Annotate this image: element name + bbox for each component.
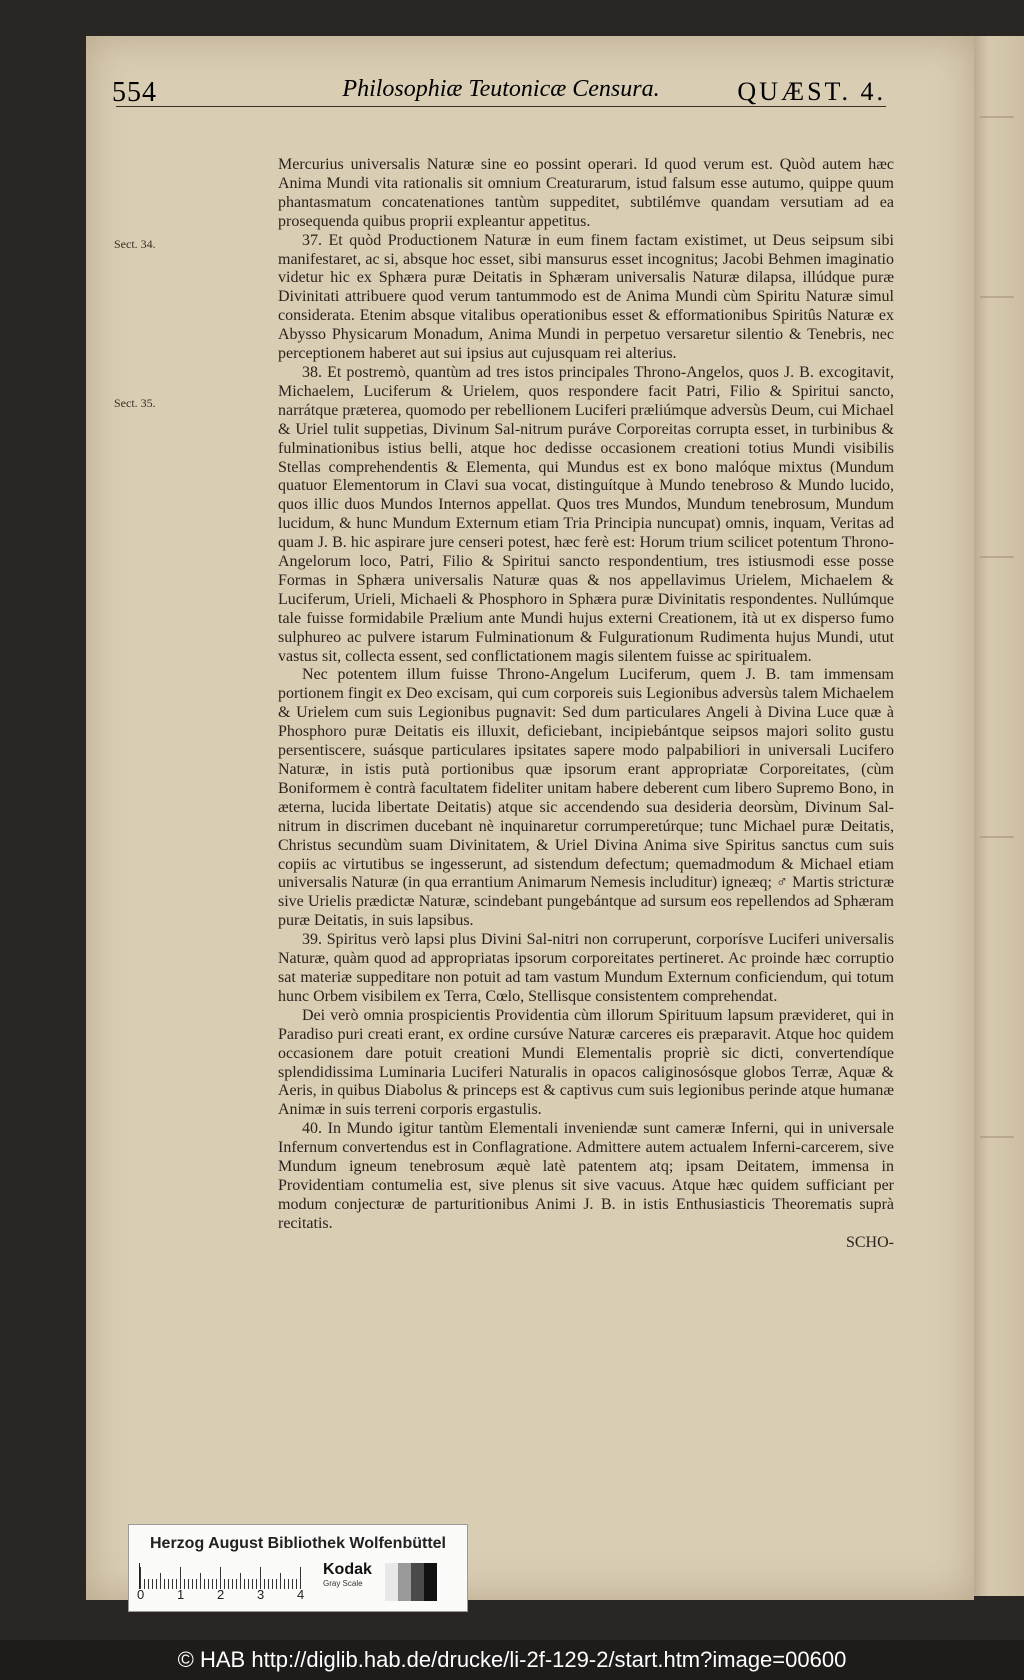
ruler-tick xyxy=(232,1579,233,1589)
facing-page-edge xyxy=(974,36,1024,1596)
ruler-tick xyxy=(152,1579,153,1589)
ruler-tick xyxy=(212,1579,213,1589)
copyright-footer: © HAB http://diglib.hab.de/drucke/li-2f-129-2/start.htm?image=00600 xyxy=(0,1640,1024,1680)
ruler-tick xyxy=(148,1579,149,1589)
ruler-tick xyxy=(196,1579,197,1589)
catchword: SCHO- xyxy=(845,1233,894,1251)
ruler-tick xyxy=(236,1579,237,1589)
ruler-tick xyxy=(160,1573,161,1589)
ruler-tick xyxy=(156,1579,157,1589)
ruler-tick xyxy=(272,1579,273,1589)
ruler-number: 3 xyxy=(257,1587,265,1602)
ruler-tick xyxy=(168,1579,169,1589)
ruler-tick xyxy=(164,1579,165,1589)
ruler-tick xyxy=(260,1567,261,1589)
ruler-scale xyxy=(139,1563,310,1589)
ruler-tick xyxy=(248,1579,249,1589)
paragraph: 40. In Mundo igitur tantùm Elementali inveniendæ sunt cameræ Inferni, qui in universale Infernum convertendus est in Conflagratione. Admittere autem actualem Inferni-carcerem, sive Mundum igneum tenebrosum æquè latè patentem atq; ipsam Deitatem, immensa in Providentiam contumelia est, sive plenus sit sive vacuus. Atque hæc quidem sufficiant per modum conjecturæ de parturitionibus Animi J. B. in istis Enthusiasticis Theorematis suprà recitatis. xyxy=(278,1120,894,1232)
ruler-tick xyxy=(280,1573,281,1589)
ruler-tick xyxy=(204,1579,205,1589)
ruler-tick xyxy=(192,1579,193,1589)
ruler-tick xyxy=(228,1579,229,1589)
ruler-tick xyxy=(300,1567,301,1589)
ruler-tick xyxy=(268,1579,269,1589)
margin-note-sect-35: Sect. 35. xyxy=(114,396,156,410)
library-name: Herzog August Bibliothek Wolfenbüttel xyxy=(150,1535,446,1552)
ruler-tick xyxy=(208,1579,209,1589)
page-number: 554 xyxy=(112,77,157,108)
ruler-tick xyxy=(288,1579,289,1589)
ruler-tick xyxy=(172,1579,173,1589)
ruler-number: 0 xyxy=(137,1587,145,1602)
ruler-tick xyxy=(240,1573,241,1589)
paragraph: Mercurius universalis Naturæ sine eo possint operari. Id quod verum est. Quòd autem hæc Anima Mundi vita rationalis sit omnium Creaturarum, istud falsum esse autumo, quippe quum phantasmatum concatenationes tantùm suppeditet, subtilémve quandam versutiam ad ea prosequenda quibus proprii expleantur appetitus. xyxy=(278,156,894,230)
section-heading: QUÆST. 4. xyxy=(737,77,886,106)
ruler-number: 4 xyxy=(297,1587,305,1602)
running-title: Philosophiæ Teutonicæ Censura. xyxy=(342,76,660,102)
ruler-tick xyxy=(220,1567,221,1589)
paragraph: 39. Spiritus verò lapsi plus Divini Sal-nitri non corruperunt, corporísve Luciferi universalis Naturæ, quàm quod ad appropriatas ipsorum corporeitates pertineret. Ac proinde hæc corruptio sat materiæ suppeditare non potuit ad tam vastum Mundum Externum conficiendum, qui totum hunc Orbem visibilem ex Terra, Cœlo, Stellisque consistentem comprehendat. xyxy=(278,931,894,1005)
margin-note-sect-34: Sect. 34. xyxy=(114,237,156,251)
paragraph: 37. Et quòd Productionem Naturæ in eum finem factam existimet, ut Deus seipsum sibi manifestaret, ac si, absque hoc esset, sibi mansurus esset incognitus; Jacobi Behmen imaginatio videtur hic ex Sphæra puræ Deitatis in Sphæram universalis Naturæ dilapsa, illúdque puræ Divinitati attribuere quod verum tantummodo est de Anima Mundi cùm Spiritu Naturæ simul considerata. Etenim absque vitalibus operationibus esset & efformationibus Spiritûs Naturæ ex Abysso Physicarum Monadum, Anima Mundi in perpetuo versaretur silentio & Tenebris, nec perceptionem haberet aut sui ipsius aut cujusquam rei alterius. xyxy=(278,231,894,363)
ruler-number: 1 xyxy=(177,1587,185,1602)
gray-scale-swatches xyxy=(385,1563,437,1601)
ruler-tick xyxy=(140,1567,141,1589)
ruler-tick xyxy=(244,1579,245,1589)
header-rule xyxy=(116,106,886,107)
paragraph: Dei verò omnia prospicientis Providentia cùm illorum Spirituum lapsum prævideret, qui in Paradiso puri creati erant, ex ordine cursúve Naturæ carceres eis præparavit. Atque hoc quidem occasionem dare potuit creationi Mundi Elementalis propriè sic dicti, convertendíque splendidissima Luminaria Luciferi Naturalis in opacos caliginosósque globos Terræ, Aquæ & Aeris, in quibus Diabolus & princeps est & captivus cum suis legionibus perinde atque humanæ Animæ in suis terreni corporis ergastulis. xyxy=(278,1006,894,1119)
ruler-tick xyxy=(188,1579,189,1589)
kodak-logo: Kodak Gray Scale xyxy=(323,1561,372,1588)
ruler-tick xyxy=(292,1579,293,1589)
body-text xyxy=(278,156,894,1253)
ruler-tick xyxy=(180,1567,181,1589)
ruler-tick xyxy=(284,1579,285,1589)
color-target-card xyxy=(128,1524,468,1612)
ruler-tick xyxy=(200,1573,201,1589)
ruler-number: 2 xyxy=(217,1587,225,1602)
paragraph: Nec potentem illum fuisse Throno-Angelum Luciferum, quem J. B. tam immensam portionem fingit ex Deo excisam, qui cum corporeis suis Legionibus adversùs talem Michaelem & Urielem cum suis Legionibus pugnavit: Sed dum particulares Angeli à Divina Luce quæ à Phosphoro puræ Deitatis eis illuxit, deficiebant, incipiebántque seipsos majori solito gustu persentiscere, suásque particulares ipsitates sapere modo palpabiliori in universali Lucifero Naturæ, in istis putà portionibus quæ ipsorum erant appropriatæ Corporeitates, (cùm Boniformem è contrà facultatem fideliter unitam habere deberent cum libero Supremo Bono, in æterna, lucida libertate Deitatis) atque sic accendendo sua desideria deorsùm, Divinum Sal-nitrum in discrimen ducebant nè inquinaretur corrumperetúrque; tunc Michael puræ Deitatis, Christus secundùm suam Divinitatem, & Uriel Divina Anima sive Spiritus sanctus cum suis copiis ac virtutibus se ingesserunt, ad sistendum defectum; quemadmodum & Michael etiam universalis Naturæ (in qua errantium Animarum Nemesis includitur) igneæq; ♂ Martis stricturæ sive Urielis prædictæ Naturæ, scindebant pungebántque ad sursum eos repellendos ad Sphæram puræ Deitatis, in suis lapsibus. xyxy=(278,666,894,930)
ruler-tick xyxy=(276,1579,277,1589)
ruler-tick xyxy=(252,1579,253,1589)
paragraph: 38. Et postremò, quantùm ad tres istos principales Throno-Angelos, quos J. B. excogitavit, Michaelem, Luciferum & Urielem, quos respondere facit Patri, Filio & Spiritui sancto, narrátque præterea, quomodo per rebellionem Luciferi præliúmque adversùs Deum, cui Michael & Uriel tulit suppetias, Divinum Sal-nitrum puráve Corporeitas corrupta esset, in turbinibus & fulminationibus istius belli, atque hoc dedisse occasionem creationi totius Mundi visibilis Stellas comprehendentis & Elementa, qui Mundus est ex bono malóque mixtus (Mundum quatuor Elementorum in Clavi sua vocat, distinguítque à Mundo tenebroso & Mundo lucido, quos illic duos Mundos Internos appellat. Quos tres Mundos, Mundum tenebrosum, Mundum lucidum, & hunc Mundum Externum etiam Tria Principia nuncupat) omnis, inquam, Veritas ad quam J. B. hic aspirare jure censeri potest, hæc ferè est: Horum trium scilicet potentum Throno-Angelorum loco, Patri, Filio & Spiritui sancto respondentium, tres istiusmodi esse posse Formas in Sphæra universalis Naturæ quas & nos appellavimus Urielem, Michaelem & Luciferum, Urieli, Michaeli & Phosphoro in Sphæra puræ Divinitatis respondentes. Nullúmque tale fuisse formidabile Prælium ante Mundi hujus externi Creationem, ità ut ex disperso fumo sulphureo ac pulvere istarum Fulminationum & Fulgurationum Rudimenta hujus Mundi, utut vastus sit, collecta essent, sed conflictationem magis silentem fuisse ac spiritualem. xyxy=(278,363,894,665)
